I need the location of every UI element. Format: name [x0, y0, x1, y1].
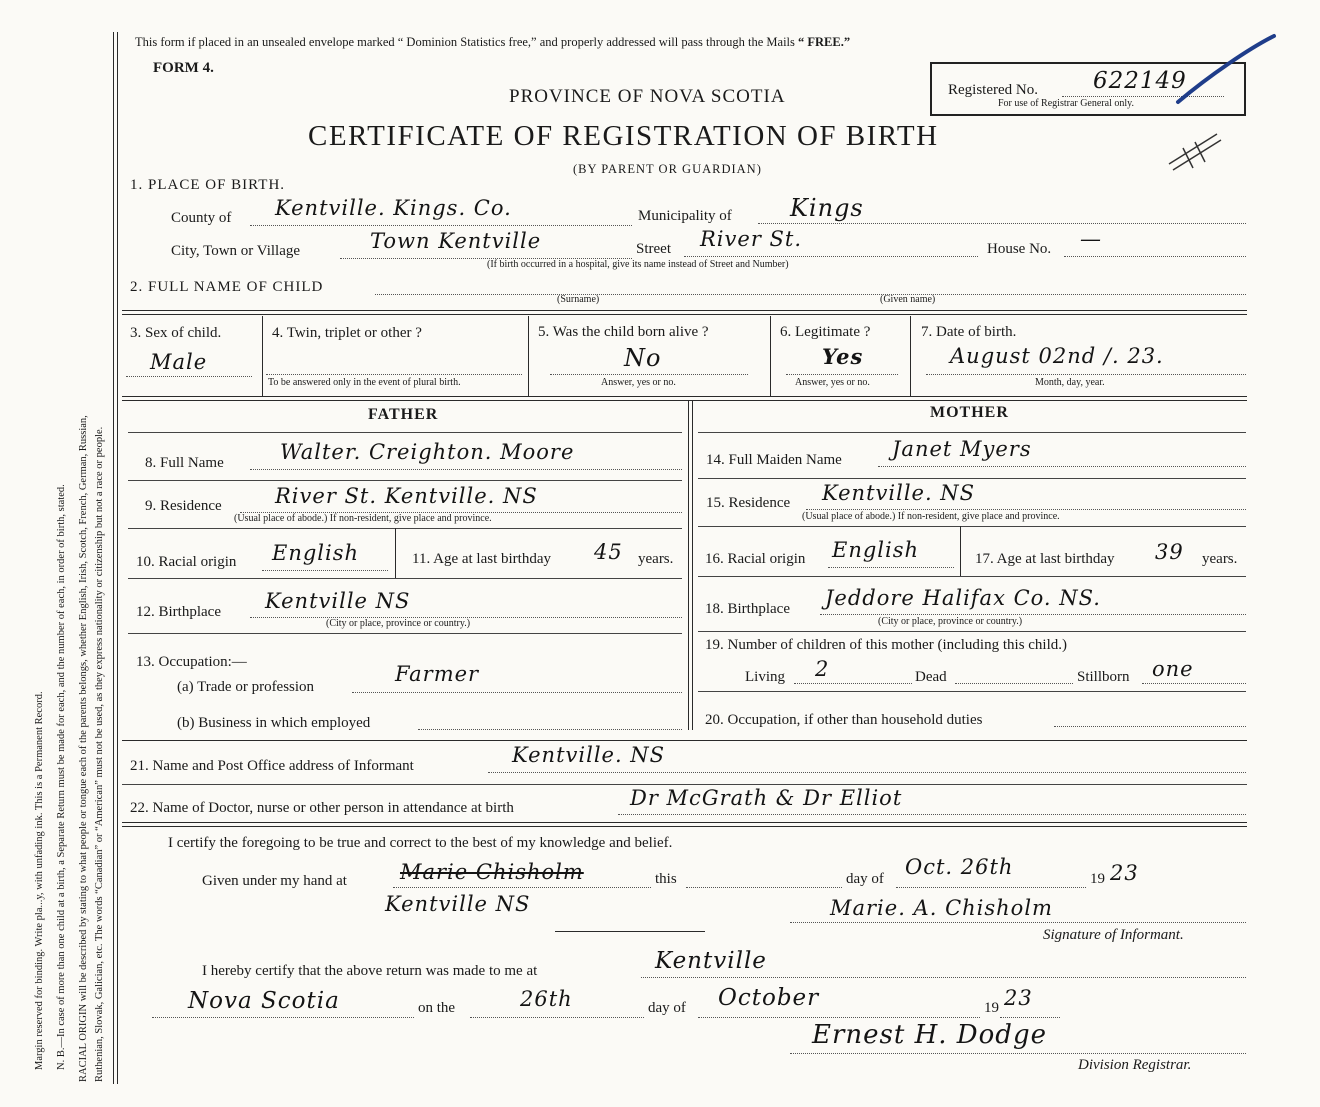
this-line: [686, 887, 842, 888]
parents-divider-2: [692, 400, 693, 730]
business-label: (b) Business in which employed: [177, 715, 371, 731]
mother-bp-line: [820, 614, 1246, 615]
rule-before-parents-2: [122, 400, 1247, 401]
county-line: [250, 225, 632, 226]
alive-value: No: [624, 344, 662, 372]
child-name-line: [375, 294, 1246, 295]
mother-res-line: [806, 509, 1246, 510]
on-the-label: on the: [418, 1000, 456, 1016]
informant-signature-label: Signature of Informant.: [1043, 927, 1184, 943]
father-age-unit: years.: [638, 551, 674, 567]
house-label: House No.: [987, 241, 1052, 257]
sex-value: Male: [150, 350, 208, 374]
registrar-month-value: October: [718, 985, 820, 1011]
certify-statement: I certify the foregoing to be true and correct to the best of my knowledge and belief.: [168, 835, 673, 851]
twin-line: [266, 374, 522, 375]
doctor-label: 22. Name of Doctor, nurse or other person in attendance at birth: [130, 800, 514, 816]
rule-after-name: [122, 310, 1247, 311]
father-name-value: Walter. Creighton. Moore: [280, 440, 575, 464]
divider-4-5: [528, 316, 529, 396]
mother-age-value: 39: [1155, 540, 1184, 564]
twin-note: To be answered only in the event of plural birth.: [268, 377, 461, 388]
mother-rule-3: [698, 576, 1246, 577]
business-line: [418, 729, 682, 730]
city-value: Town Kentville: [370, 229, 542, 253]
dob-value: August 02nd /. 23.: [950, 344, 1164, 368]
registrar-signature: Ernest H. Dodge: [812, 1020, 1047, 1050]
father-race-line: [262, 570, 388, 571]
alive-note: Answer, yes or no.: [601, 377, 676, 388]
twin-label: 4. Twin, triplet or other ?: [272, 325, 422, 341]
mother-rule-4: [698, 631, 1246, 632]
legitimate-label: 6. Legitimate ?: [780, 324, 871, 340]
registrar-year-value: 23: [1004, 986, 1033, 1010]
father-res-note: (Usual place of abode.) If non-resident, give place and province.: [234, 513, 492, 524]
children-label: 19. Number of children of this mother (including this child.): [705, 637, 1068, 653]
house-value: —: [1080, 227, 1102, 251]
father-res-value: River St. Kentville. NS: [275, 484, 538, 508]
registrar-province-value: Nova Scotia: [188, 988, 340, 1014]
hospital-note: (If birth occurred in a hospital, give its name instead of Street and Number): [487, 259, 789, 270]
occupation-label: 13. Occupation:—: [136, 654, 247, 670]
margin-note-binding: Margin reserved for binding. Write pla...y, with unfading ink. This is a Permanent Record.: [34, 691, 45, 1070]
binding-rule-2: [117, 32, 118, 1084]
registrar-signature-label: Division Registrar.: [1078, 1057, 1192, 1073]
registrar-day-line: [470, 1017, 644, 1018]
this-label: this: [655, 871, 677, 887]
child-name-label: 2. FULL NAME OF CHILD: [130, 279, 324, 295]
registrar-day-value: 26th: [520, 987, 573, 1011]
father-bp-note: (City or place, province or country.): [326, 618, 471, 629]
trade-value: Farmer: [395, 662, 480, 686]
mother-rule-5: [698, 691, 1246, 692]
father-bp-label: 12. Birthplace: [136, 604, 221, 620]
given-name-note: (Given name): [880, 294, 936, 305]
registrar-province-line: [152, 1017, 414, 1018]
mother-head-rule: [698, 432, 1246, 433]
father-name-label: 8. Full Name: [145, 455, 224, 471]
municipality-label: Municipality of: [638, 208, 732, 224]
father-bp-value: Kentville NS: [265, 589, 411, 613]
mother-race-divider: [960, 526, 961, 576]
blue-pen-mark: [1170, 30, 1280, 110]
certify-day-value: Oct. 26th: [905, 855, 1014, 879]
given-struck-value: Marie Chisholm: [400, 860, 584, 884]
county-label: County of: [171, 210, 232, 226]
registered-no-value: 622149: [1093, 68, 1187, 94]
dead-line: [955, 683, 1073, 684]
rule-after-informant: [122, 784, 1247, 785]
mother-heading: MOTHER: [930, 404, 1009, 421]
informant-line: [488, 772, 1246, 773]
father-age-value: 45: [594, 540, 623, 564]
mail-free: “ FREE.”: [798, 35, 851, 49]
surname-note: (Surname): [557, 294, 600, 305]
margin-note-multiple-births: N. B.—In case of more than one child at a birth, a Separate Return must be made for each, and the number of each, in order of birth, stated.: [56, 484, 67, 1070]
stillborn-value: one: [1152, 657, 1194, 681]
certify-place-value: Kentville NS: [385, 892, 531, 916]
mother-age-label: 17. Age at last birthday: [975, 551, 1115, 567]
father-rule-4: [128, 633, 682, 634]
father-age-label: 11. Age at last birthday: [412, 551, 551, 567]
doctor-line: [618, 814, 1246, 815]
divider-5-6: [770, 316, 771, 396]
informant-value: Kentville. NS: [512, 743, 666, 767]
parents-divider: [688, 400, 689, 730]
mother-rule-2: [698, 526, 1246, 527]
house-line: [1064, 256, 1246, 257]
given-label: Given under my hand at: [202, 873, 347, 889]
signature-divider: [555, 931, 705, 932]
mother-occ-label: 20. Occupation, if other than household duties: [705, 712, 983, 728]
sex-line: [126, 376, 252, 377]
margin-note-racial-origin-1: RACIAL ORIGIN will be described by stating to what people or tongue each of the parents belongs, whether English, Irish, Scotch, French, German, Russian,: [78, 415, 89, 1082]
registered-no-label: Registered No.: [948, 82, 1038, 98]
father-head-rule: [128, 432, 682, 433]
certify-year-prefix: 19: [1090, 871, 1105, 887]
mother-bp-value: Jeddore Halifax Co. NS.: [825, 586, 1101, 610]
street-value: River St.: [700, 227, 803, 251]
living-value: 2: [815, 657, 830, 681]
informant-label: 21. Name and Post Office address of Informant: [130, 758, 414, 774]
registrar-at-value: Kentville: [655, 948, 767, 974]
father-rule-1: [128, 480, 682, 481]
county-value: Kentville. Kings. Co.: [275, 196, 512, 220]
municipality-line: [758, 223, 1246, 224]
living-line: [794, 683, 912, 684]
registrar-statement: I hereby certify that the above return was made to me at: [202, 963, 538, 979]
divider-3-4: [262, 316, 263, 396]
rule-before-certify: [122, 822, 1247, 823]
alive-line: [550, 374, 748, 375]
stillborn-line: [1142, 683, 1246, 684]
father-race-divider: [395, 528, 396, 578]
place-heading: 1. PLACE OF BIRTH.: [130, 177, 286, 193]
street-label: Street: [636, 241, 671, 257]
mother-race-value: English: [832, 538, 920, 562]
day-of-label: day of: [846, 871, 884, 887]
sex-label: 3. Sex of child.: [130, 325, 222, 341]
mother-name-value: Janet Myers: [892, 437, 1032, 461]
father-race-value: English: [272, 541, 360, 565]
mother-name-label: 14. Full Maiden Name: [706, 452, 842, 468]
certify-day-line: [896, 887, 1086, 888]
legitimate-note: Answer, yes or no.: [795, 377, 870, 388]
mother-name-line: [878, 466, 1246, 467]
father-race-label: 10. Racial origin: [136, 554, 237, 570]
dob-line: [926, 374, 1246, 375]
father-rule-2: [128, 528, 682, 529]
rule-after-parents: [122, 740, 1247, 741]
legitimate-line: [786, 374, 898, 375]
informant-signature: Marie. A. Chisholm: [830, 896, 1053, 920]
municipality-value: Kings: [790, 194, 864, 222]
mother-rule-1: [698, 478, 1246, 479]
binding-rule: [113, 32, 114, 1084]
mother-bp-note: (City or place, province or country.): [878, 616, 1023, 627]
dob-note: Month, day, year.: [1035, 377, 1105, 388]
mail-note-text: This form if placed in an unsealed envelope marked “ Dominion Statistics free,” and properly addressed will pass through the Mails: [135, 35, 795, 49]
rule-after-name-2: [122, 314, 1247, 315]
dead-label: Dead: [915, 669, 947, 685]
mail-note: [135, 35, 850, 50]
rule-before-parents: [122, 396, 1247, 397]
page-subtitle: (BY PARENT OR GUARDIAN): [573, 162, 762, 176]
certify-year-value: 23: [1110, 861, 1139, 885]
father-res-label: 9. Residence: [145, 498, 222, 514]
father-rule-3: [128, 578, 682, 579]
registrar-year-line: [1000, 1017, 1060, 1018]
alive-label: 5. Was the child born alive ?: [538, 324, 709, 340]
father-heading: FATHER: [368, 406, 439, 423]
father-name-line: [250, 469, 682, 470]
mother-occ-line: [1054, 726, 1246, 727]
street-line: [684, 256, 978, 257]
divider-6-7: [910, 316, 911, 396]
province-heading: PROVINCE OF NOVA SCOTIA: [509, 86, 786, 107]
trade-line: [352, 692, 682, 693]
mother-age-unit: years.: [1202, 551, 1238, 567]
mother-race-line: [828, 567, 954, 568]
registrar-year-prefix: 19: [984, 1000, 999, 1016]
city-label: City, Town or Village: [171, 243, 301, 259]
dob-label: 7. Date of birth.: [921, 324, 1017, 340]
informant-signature-line: [790, 922, 1246, 923]
registrar-at-line: [641, 977, 1246, 978]
rule-before-certify-2: [122, 826, 1247, 827]
given-line: [393, 887, 651, 888]
mother-res-note: (Usual place of abode.) If non-resident, give place and province.: [802, 511, 1060, 522]
stillborn-label: Stillborn: [1077, 669, 1130, 685]
mother-res-value: Kentville. NS: [822, 481, 976, 505]
page-title: CERTIFICATE OF REGISTRATION OF BIRTH: [308, 120, 939, 152]
doctor-value: Dr McGrath & Dr Elliot: [630, 786, 903, 810]
mother-bp-label: 18. Birthplace: [705, 601, 790, 617]
margin-note-racial-origin-2: Ruthenian, Slovak, Galician, etc. The words “Canadian” or “American” must not be used, as they express nationality or citizenship but not a race or people.: [94, 426, 105, 1082]
living-label: Living: [745, 669, 785, 685]
registrar-month-line: [698, 1017, 980, 1018]
legitimate-value: Yes: [822, 344, 864, 369]
form-number: FORM 4.: [153, 60, 214, 76]
mother-race-label: 16. Racial origin: [705, 551, 806, 567]
registrar-general-note: For use of Registrar General only.: [998, 98, 1134, 109]
registrar-signature-line: [790, 1053, 1246, 1054]
trade-label: (a) Trade or profession: [177, 679, 315, 695]
pencil-mark: [1165, 128, 1225, 173]
mother-res-label: 15. Residence: [706, 495, 791, 511]
registrar-day-of-label: day of: [648, 1000, 686, 1016]
